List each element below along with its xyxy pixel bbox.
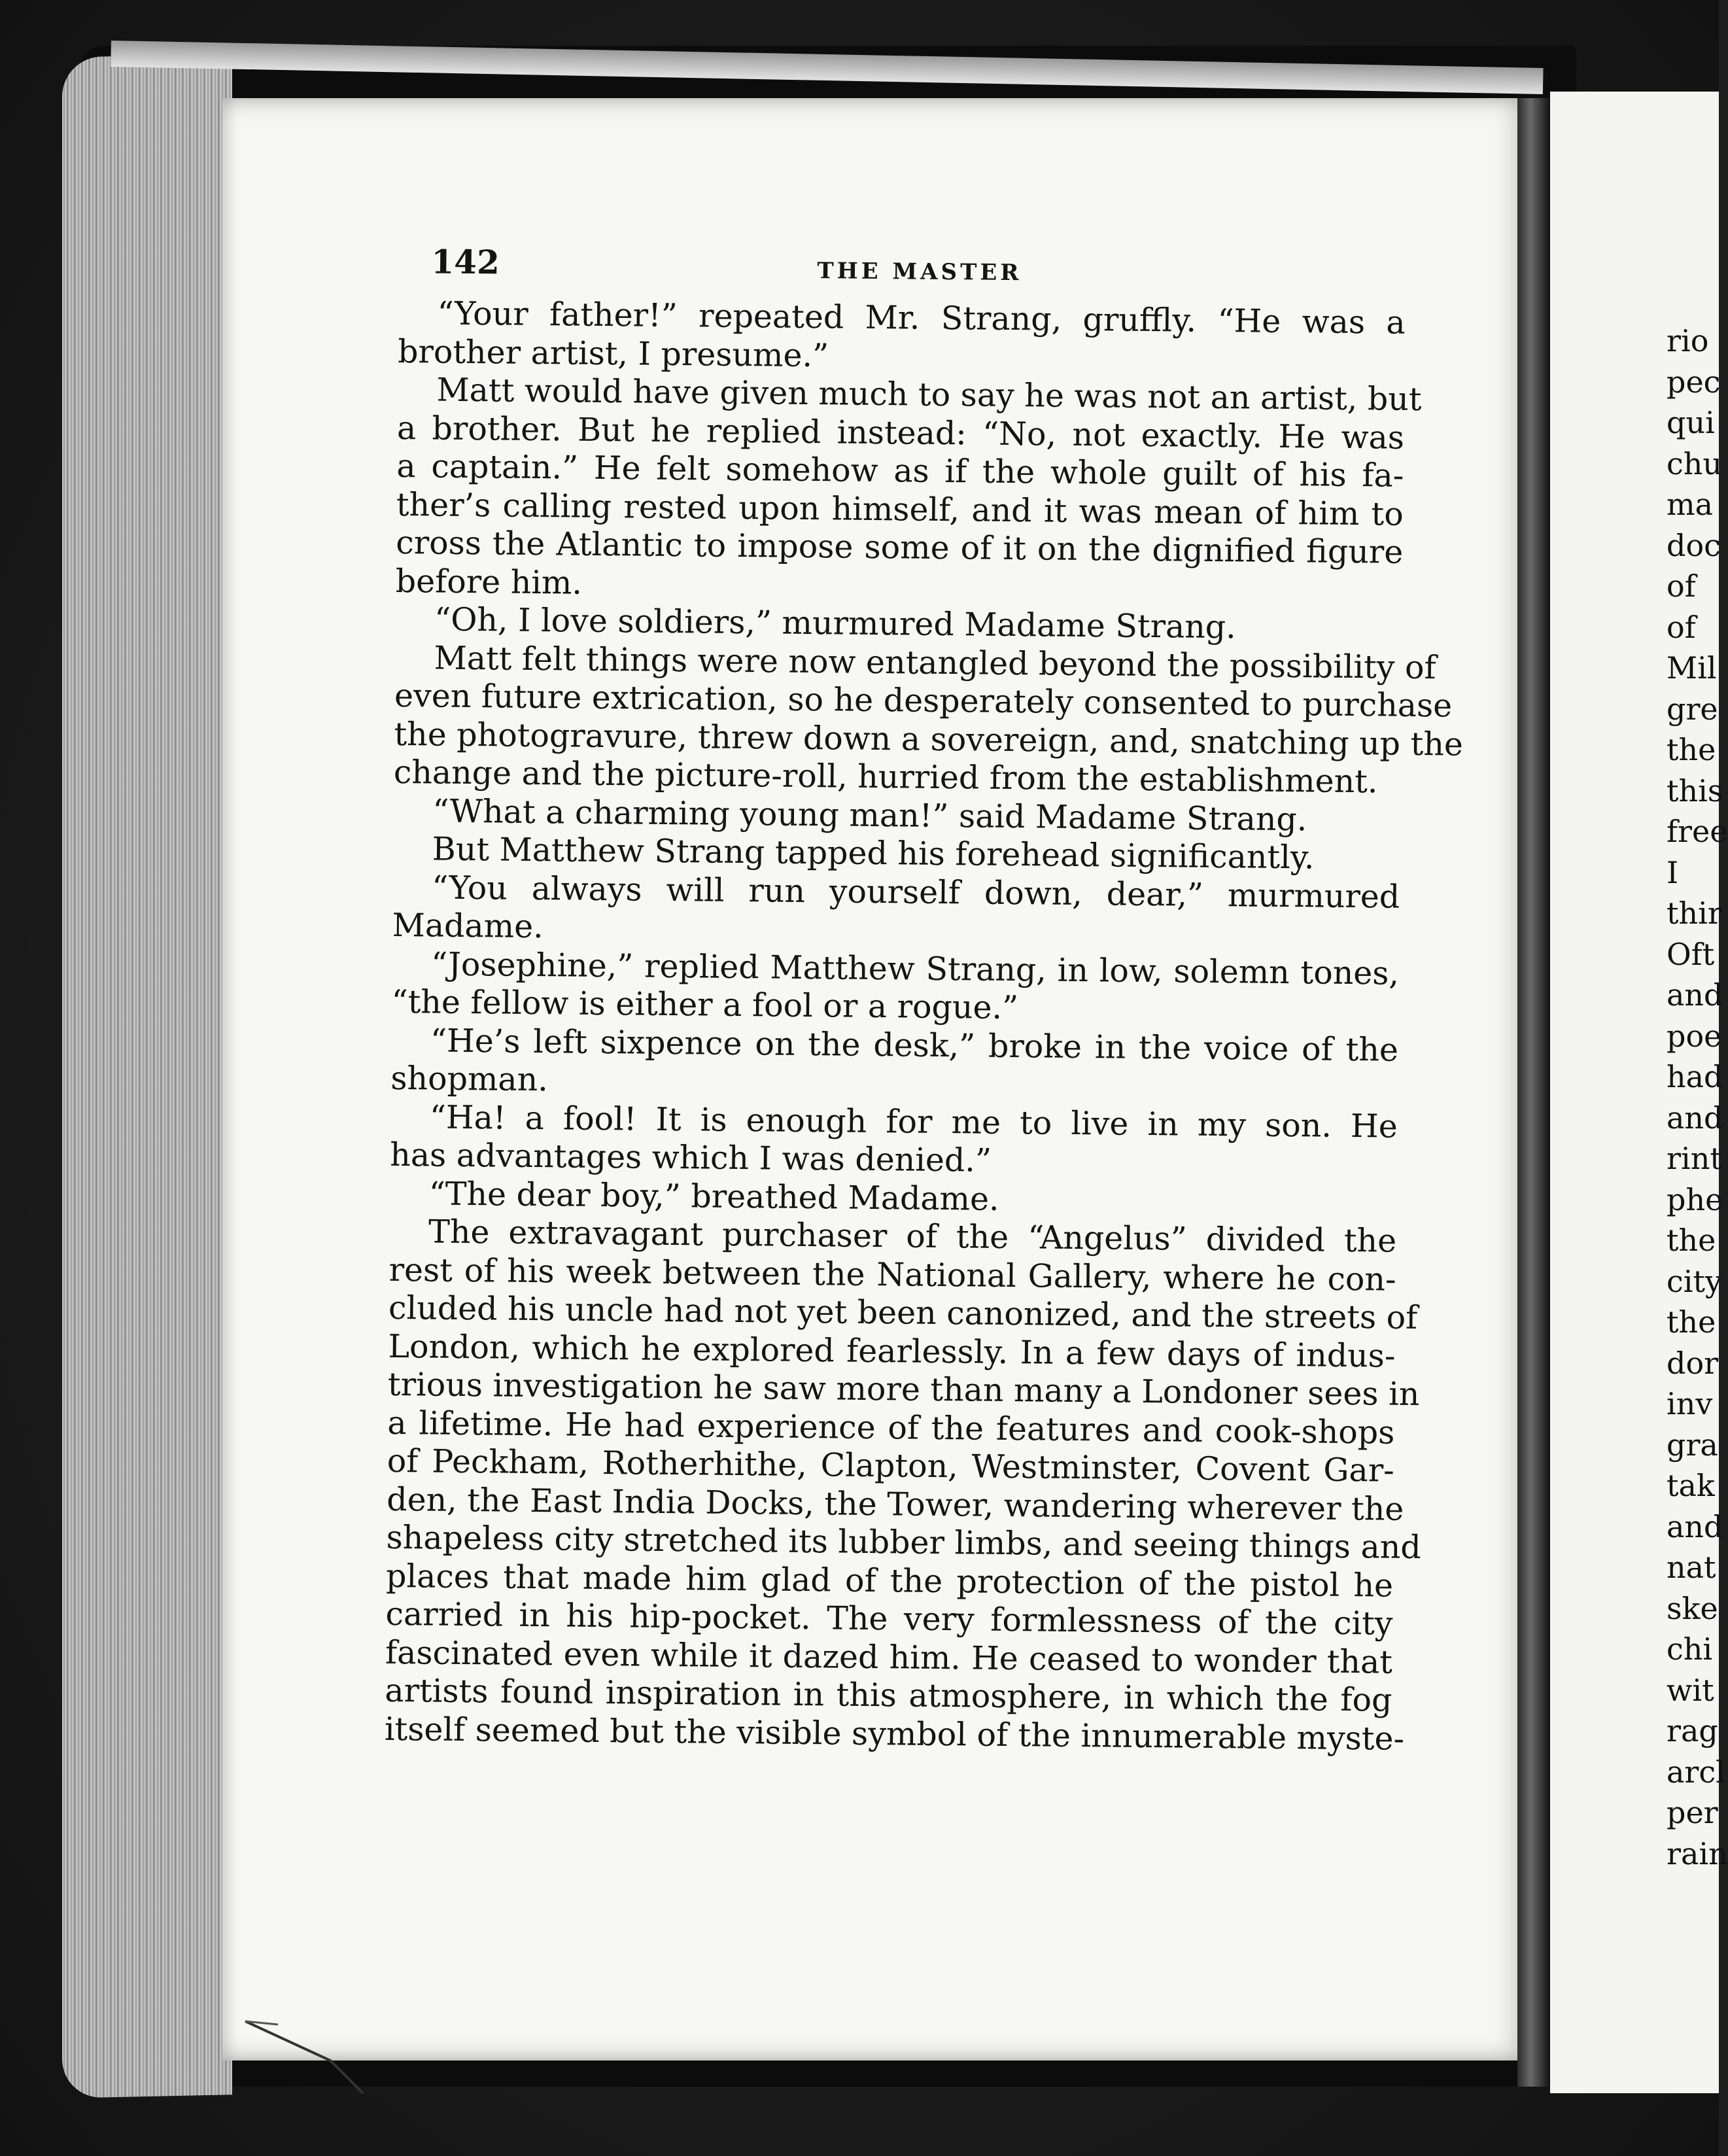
facing-page-fragment: thir bbox=[1667, 895, 1722, 931]
text-line: brother artist, I presume.” bbox=[397, 332, 829, 374]
folded-corner-mark bbox=[239, 2002, 370, 2100]
facing-page-fragment: and bbox=[1667, 977, 1723, 1013]
text-line: “Oh, I love soldiers,” murmured Madame Strang. bbox=[434, 600, 1237, 646]
text-line: has advantages which I was denied.” bbox=[390, 1136, 992, 1179]
text-line: carried in his hip-pocket. The very formlessness of the city bbox=[385, 1595, 1393, 1643]
facing-page-fragment: chu bbox=[1667, 445, 1723, 481]
text-line: itself seemed but the visible symbol of the innumerable myste- bbox=[384, 1710, 1405, 1758]
facing-page-fragment: and bbox=[1667, 1100, 1723, 1136]
facing-page-fragment: and bbox=[1667, 1508, 1723, 1544]
text-line: shapeless city stretched its lubber limbs, and seeing things and bbox=[386, 1518, 1421, 1567]
text-line: Matt felt things were now entangled beyond the possibility of bbox=[434, 639, 1436, 686]
facing-page-fragment: phe bbox=[1667, 1181, 1723, 1217]
facing-page-fragment: I bbox=[1667, 854, 1679, 890]
text-line: a captain.” He felt somehow as if the whole guilt of his fa- bbox=[396, 447, 1404, 495]
facing-page-fragment: wit bbox=[1667, 1672, 1714, 1708]
text-line: “The dear boy,” breathed Madame. bbox=[428, 1175, 999, 1218]
text-line: the photogravure, threw down a sovereign, and, snatching up the bbox=[394, 715, 1464, 763]
text-line: a brother. But he replied instead: “No, not exactly. He was bbox=[396, 409, 1405, 457]
text-line: a lifetime. He had experience of the features and cook-shops bbox=[387, 1404, 1395, 1452]
text-line: shopman. bbox=[390, 1059, 549, 1099]
facing-page-fragment: rint bbox=[1667, 1141, 1722, 1176]
text-line: “Your father!” repeated Mr. Strang, gruffly. “He was a bbox=[437, 294, 1406, 341]
text-line: even future extrication, so he desperately consented to purchase bbox=[394, 676, 1453, 725]
page-header bbox=[398, 222, 1406, 304]
text-line: ther’s calling rested upon himself, and it was mean of him to bbox=[396, 485, 1404, 533]
text-line: den, the East India Docks, the Tower, wandering wherever the bbox=[386, 1480, 1404, 1528]
text-line: before him. bbox=[395, 562, 583, 602]
body-text bbox=[384, 294, 1464, 1758]
book-gutter bbox=[1517, 98, 1550, 2087]
facing-page-fragment: rain bbox=[1667, 1835, 1728, 1871]
facing-page-fragment: had bbox=[1667, 1059, 1723, 1094]
text-line: rest of his week between the National Gallery, where he con- bbox=[389, 1251, 1396, 1298]
facing-page-fragment: tak bbox=[1667, 1468, 1715, 1503]
facing-page-fragment: ma bbox=[1667, 487, 1714, 522]
facing-page-fragment: doc bbox=[1667, 527, 1721, 563]
facing-page-fragment: chi bbox=[1667, 1631, 1713, 1667]
facing-page-fragment: rio bbox=[1667, 323, 1709, 358]
facing-page-fragment: ske bbox=[1667, 1590, 1718, 1626]
facing-page-fragment: Oft bbox=[1667, 936, 1715, 972]
text-line: cluded his uncle had not yet been canonized, and the streets of bbox=[388, 1289, 1418, 1337]
facing-page-fragment: inv bbox=[1667, 1386, 1713, 1421]
facing-page-fragment: the bbox=[1667, 732, 1716, 767]
facing-page-fragment: gre bbox=[1667, 691, 1718, 727]
facing-page-fragment: this bbox=[1667, 773, 1723, 808]
page-number: 142 bbox=[431, 242, 500, 282]
text-line: “You always will run yourself down, dear,” murmured bbox=[431, 869, 1400, 916]
facing-page-fragment: per bbox=[1667, 1795, 1718, 1830]
running-title: THE MASTER bbox=[817, 258, 1022, 287]
facing-page-fragment: the bbox=[1667, 1304, 1716, 1340]
text-line: “He’s left sixpence on the desk,” broke in the voice of the bbox=[430, 1022, 1399, 1069]
facing-page-fragment: dor bbox=[1667, 1345, 1719, 1381]
facing-page-fragment: Mil bbox=[1667, 650, 1717, 686]
text-line: “Josephine,” replied Matthew Strang, in low, solemn tones, bbox=[430, 945, 1400, 992]
text-line: But Matthew Strang tapped his forehead significantly. bbox=[432, 830, 1315, 877]
facing-page-fragment: of bbox=[1667, 609, 1696, 645]
text-line: Matt would have given much to say he was not an artist, but bbox=[436, 371, 1422, 419]
left-page-text bbox=[384, 222, 1464, 1758]
facing-page-fragment: the bbox=[1667, 1223, 1716, 1258]
text-line: cross the Atlantic to impose some of it on the dignified figure bbox=[396, 523, 1404, 571]
text-line: London, which he explored fearlessly. In a few days of indus- bbox=[388, 1327, 1396, 1375]
text-line: Madame. bbox=[392, 906, 544, 946]
text-line: of Peckham, Rotherhithe, Clapton, Westminster, Covent Gar- bbox=[387, 1442, 1395, 1489]
facing-page-fragment: gra bbox=[1667, 1427, 1718, 1463]
facing-page-fragment: city bbox=[1667, 1263, 1722, 1299]
facing-page-fragment: qui bbox=[1667, 405, 1715, 440]
text-line: change and the picture-roll, hurried from the establishment. bbox=[393, 753, 1378, 801]
text-line: places that made him glad of the protection of the pistol he bbox=[385, 1557, 1394, 1605]
text-line: “the fellow is either a fool or a rogue.” bbox=[391, 982, 1019, 1027]
page-stack-edge bbox=[62, 54, 232, 2098]
text-line: “Ha! a fool! It is enough for me to live in my son. He bbox=[429, 1098, 1398, 1145]
text-line: trious investigation he saw more than many a Londoner sees in bbox=[387, 1365, 1420, 1414]
facing-page-fragment: of bbox=[1667, 568, 1696, 604]
text-line: The extravagant purchaser of the “Angelus” divided the bbox=[428, 1213, 1397, 1260]
facing-page-fragment: poe bbox=[1667, 1018, 1722, 1054]
text-line: artists found inspiration in this atmosphere, in which the fog bbox=[385, 1671, 1392, 1719]
facing-page-fragment: nat bbox=[1667, 1550, 1716, 1585]
text-line: fascinated even while it dazed him. He ceased to wonder that bbox=[385, 1633, 1393, 1681]
facing-page-text bbox=[1667, 321, 1728, 1874]
facing-page-fragment: arcl bbox=[1667, 1754, 1725, 1790]
facing-page-fragment: pec bbox=[1667, 364, 1721, 400]
facing-page-fragment: free bbox=[1667, 814, 1728, 849]
text-line: “What a charming young man!” said Madame Strang. bbox=[432, 792, 1307, 838]
facing-page-fragment: rag bbox=[1667, 1713, 1718, 1748]
